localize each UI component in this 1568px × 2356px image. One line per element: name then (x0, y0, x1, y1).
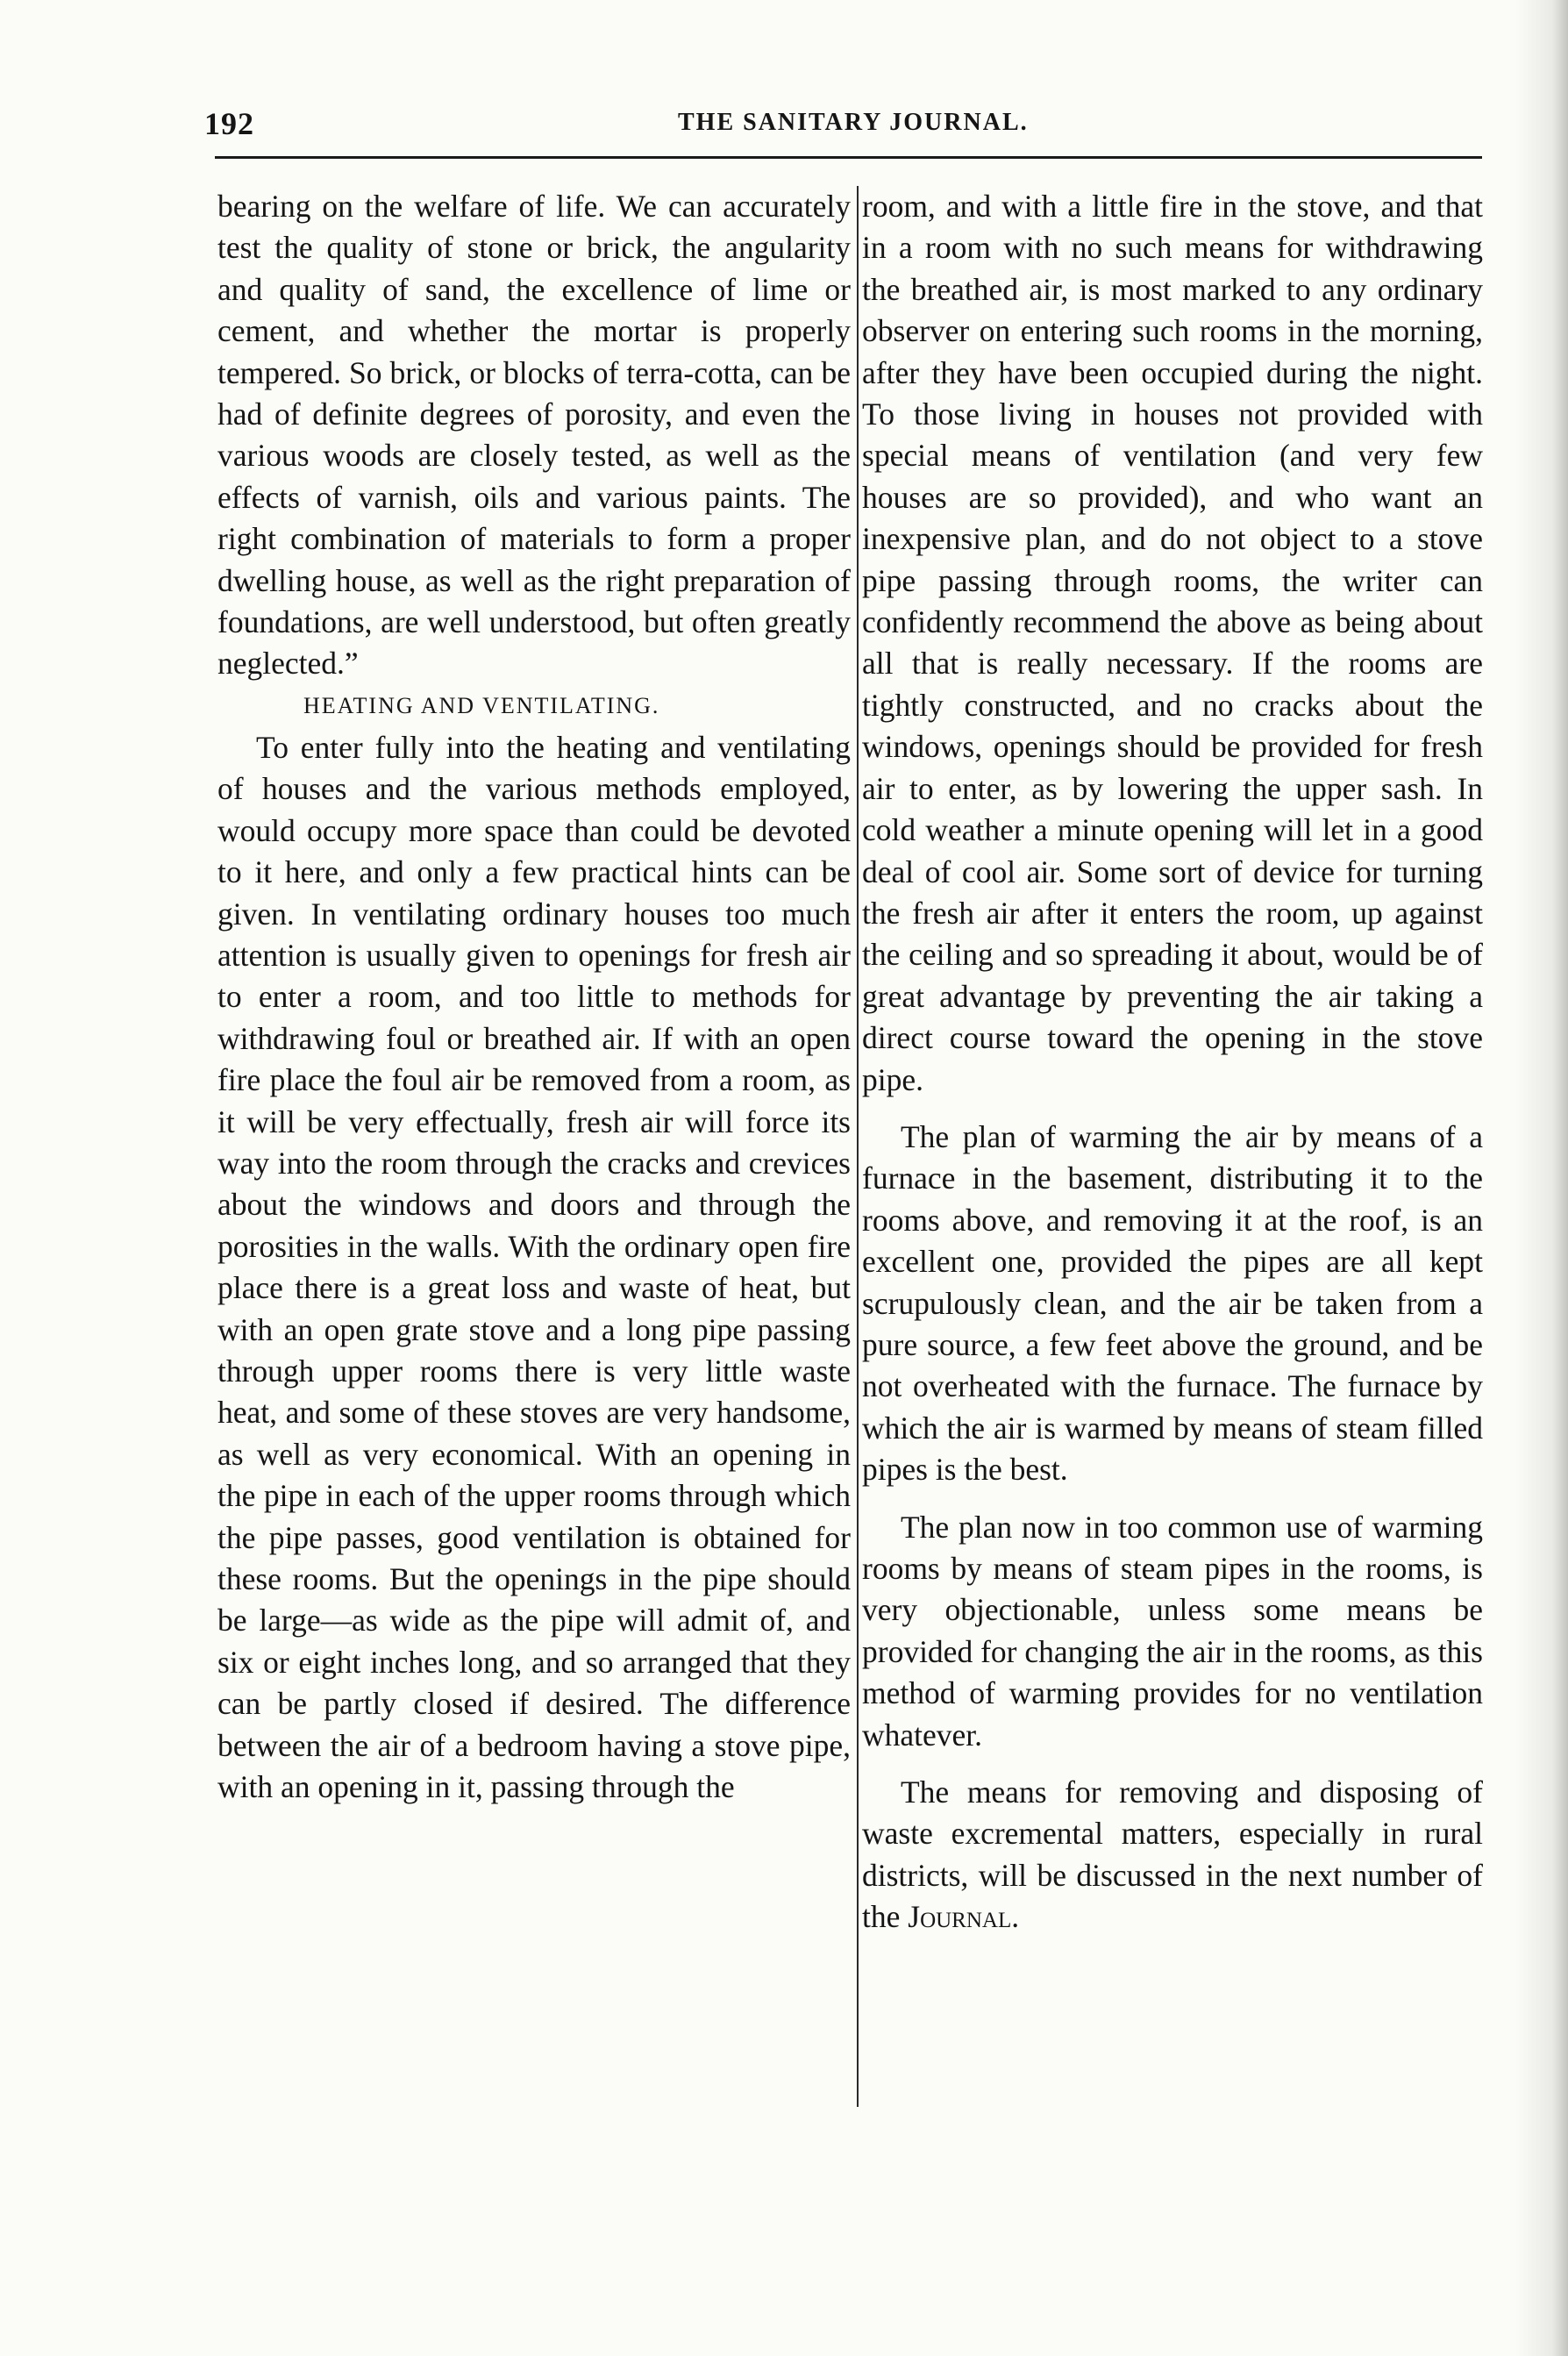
running-title: THE SANITARY JOURNAL. (678, 109, 1029, 136)
left-paragraph-1: bearing on the welfare of life. We can accurately test the quality of stone or brick, the angularity and quality of sand, the excellence of lime or cement, and whether the mortar is properly tempered. So brick, or blocks of terra-cotta, can be had of definite degrees of porosity, and even the various woods are closely tested, as well as the effects of varnish, oils and various paints. The right combination of materials to form a proper dwelling house, as well as the right preparation of foundations, are well understood, but often greatly neglected.” (217, 189, 851, 682)
right-column (862, 186, 1483, 1938)
header-rule (215, 156, 1482, 159)
journal-name: Journal. (908, 1899, 1020, 1935)
right-paragraph-1: room, and with a little fire in the stove, and that in a room with no such means for withdrawing the breathed air, is most marked to any ordinary observer on entering such rooms in the morning, after they have been occupied during the night. To those living in houses not provided with special means of ventilation (and very few houses are so provided), and who want an inexpensive plan, and do not object to a stove pipe passing through rooms, the writer can confidently recommend the above as being about all that is really necessary. If the rooms are tightly constructed, and no cracks about the windows, openings should be provided for fresh air to enter, as by lowering the upper sash. In cold weather a minute opening will let in a good deal of cool air. Some sort of device for turning the fresh air after it enters the room, up against the ceiling and so spreading it about, would be of great advantage by preventing the air taking a direct course toward the opening in the stove pipe. (862, 189, 1483, 1097)
right-paragraph-4-text: The means for removing and disposing of waste excremental matters, especially in rural districts, will be discussed in the next number of the (862, 1774, 1483, 1935)
column-divider (857, 186, 859, 2107)
right-paragraph-3: The plan now in too common use of warming rooms by means of steam pipes in the rooms, is very objectionable, unless some means be provided for changing the air in the rooms, as this method of warming provides for no ventilation whatever. (862, 1509, 1483, 1753)
left-column (217, 186, 851, 1808)
right-paragraph-2: The plan of warming the air by means of a furnace in the basement, distributing it to the rooms above, and removing it at the roof, is an excellent one, provided the pipes are all kept scrupulously clean, and the air be taken from a pure source, a few feet above the ground, and be not overheated with the furnace. The furnace by which the air is warmed by means of steam filled pipes is the best. (862, 1118, 1483, 1488)
page-number: 192 (204, 106, 254, 141)
page-header (204, 105, 1485, 149)
left-paragraph-2: To enter fully into the heating and ventilating of houses and the various methods employed, would occupy more space than could be devoted to it here, and only a few practical hints can be given. In ventilating ordinary houses too much attention is usually given to openings for fresh air to enter a room, and too little to methods for withdrawing foul or breathed air. If with an open fire place the foul air be removed from a room, as it will be very effectually, fresh air will force its way into the room through the cracks and crevices about the windows and doors and through the porosities in the walls. With the ordinary open fire place there is a great loss and waste of heat, but with an open grate stove and a long pipe passing through upper rooms there is very little waste heat, and some of these stoves are very handsome, as well as very economical. With an opening in the pipe in each of the upper rooms through which the pipe passes, good ventilation is obtained for these rooms. But the openings in the pipe should be large—as wide as the pipe will admit of, and six or eight inches long, and so arranged that they can be partly closed if desired. The difference between the air of a bedroom having a stove pipe, with an opening in it, passing through the (217, 729, 851, 1805)
right-paragraph-4 (862, 1772, 1483, 1938)
section-heading: HEATING AND VENTILATING. (303, 692, 660, 718)
page-edge-shadow (1515, 0, 1568, 2356)
